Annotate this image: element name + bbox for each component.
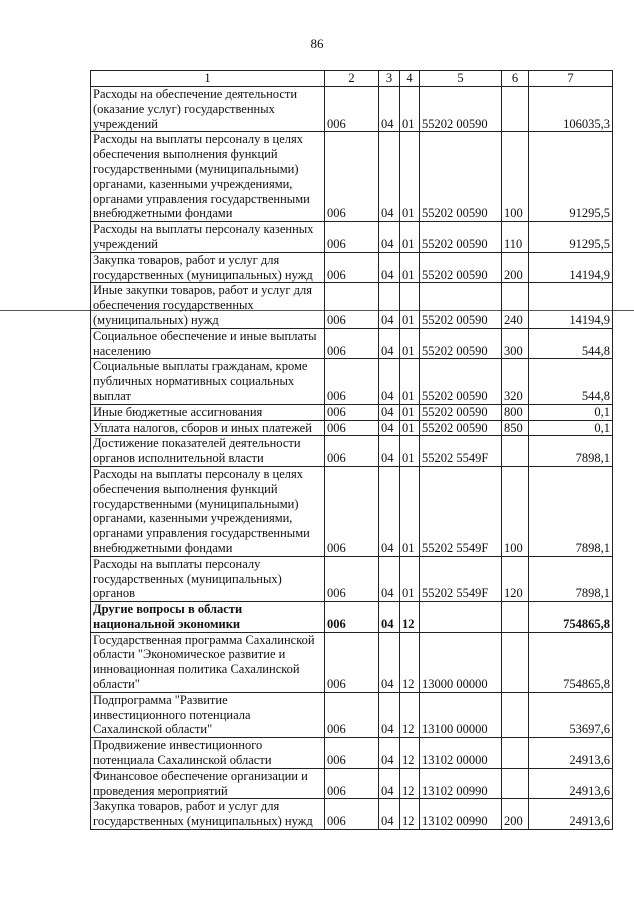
table-row (91, 132, 613, 222)
row-target-code: 55202 5549F (420, 556, 502, 601)
row-ved-code: 006 (325, 404, 379, 420)
row-subsection-code: 12 (400, 692, 420, 737)
row-amount: 7898,1 (529, 466, 613, 556)
row-subsection-code: 12 (400, 602, 420, 633)
row-subsection-code: 01 (400, 404, 420, 420)
row-section-code: 04 (379, 602, 400, 633)
row-target-code: 55202 00590 (420, 420, 502, 436)
header-col-2: 2 (325, 71, 379, 87)
header-col-6: 6 (502, 71, 529, 87)
row-target-code: 13000 00000 (420, 632, 502, 692)
table-row (91, 602, 613, 633)
row-ved-code: 006 (325, 436, 379, 467)
row-section-code: 04 (379, 632, 400, 692)
row-section-code: 04 (379, 328, 400, 359)
table-row (91, 283, 613, 328)
row-amount: 7898,1 (529, 556, 613, 601)
row-subsection-code: 01 (400, 420, 420, 436)
row-name: Социальное обеспечение и иные выплаты населению (91, 328, 325, 359)
row-section-code: 04 (379, 768, 400, 799)
row-expense-type-code: 320 (502, 359, 529, 404)
row-section-code: 04 (379, 283, 400, 328)
table-row (91, 420, 613, 436)
header-row (91, 71, 613, 87)
row-ved-code: 006 (325, 556, 379, 601)
row-amount: 24913,6 (529, 799, 613, 830)
header-col-5: 5 (420, 71, 502, 87)
row-name: Продвижение инвестиционного потенциала Сахалинской области (91, 738, 325, 769)
row-subsection-code: 12 (400, 768, 420, 799)
row-amount: 0,1 (529, 420, 613, 436)
row-expense-type-code: 120 (502, 556, 529, 601)
row-expense-type-code: 200 (502, 252, 529, 283)
row-subsection-code: 01 (400, 436, 420, 467)
row-name: Расходы на обеспечение деятельности (оказание услуг) государственных учреждений (91, 87, 325, 132)
row-name: Государственная программа Сахалинской области "Экономическое развитие и инновационная политика Сахалинской области" (91, 632, 325, 692)
row-target-code: 13102 00990 (420, 799, 502, 830)
table-row (91, 738, 613, 769)
row-ved-code: 006 (325, 602, 379, 633)
table-row (91, 87, 613, 132)
table-row (91, 436, 613, 467)
row-ved-code: 006 (325, 420, 379, 436)
row-expense-type-code (502, 436, 529, 467)
row-amount: 53697,6 (529, 692, 613, 737)
row-section-code: 04 (379, 132, 400, 222)
row-section-code: 04 (379, 738, 400, 769)
row-subsection-code: 01 (400, 222, 420, 253)
row-expense-type-code: 300 (502, 328, 529, 359)
row-expense-type-code (502, 738, 529, 769)
row-target-code: 55202 00590 (420, 222, 502, 253)
row-section-code: 04 (379, 420, 400, 436)
row-ved-code: 006 (325, 222, 379, 253)
row-ved-code: 006 (325, 632, 379, 692)
row-expense-type-code: 800 (502, 404, 529, 420)
row-ved-code: 006 (325, 768, 379, 799)
row-amount: 24913,6 (529, 738, 613, 769)
row-subsection-code: 12 (400, 632, 420, 692)
row-section-code: 04 (379, 692, 400, 737)
row-target-code: 55202 00590 (420, 132, 502, 222)
row-name: Расходы на выплаты персоналу в целях обеспечения выполнения функций государственными (муниципальными) органами, казенными учреждениями, органами управления государственными внебюджетными фондами (91, 132, 325, 222)
row-amount: 91295,5 (529, 132, 613, 222)
row-target-code: 55202 5549F (420, 436, 502, 467)
row-name: Финансовое обеспечение организации и проведения мероприятий (91, 768, 325, 799)
page-number: 86 (310, 36, 324, 51)
row-ved-code: 006 (325, 252, 379, 283)
row-target-code: 55202 00590 (420, 283, 502, 328)
table-row (91, 556, 613, 601)
table-row (91, 692, 613, 737)
row-ved-code: 006 (325, 692, 379, 737)
row-target-code: 55202 5549F (420, 466, 502, 556)
row-subsection-code: 01 (400, 328, 420, 359)
row-expense-type-code: 850 (502, 420, 529, 436)
row-name: Уплата налогов, сборов и иных платежей (91, 420, 325, 436)
row-ved-code: 006 (325, 738, 379, 769)
row-amount: 0,1 (529, 404, 613, 420)
row-section-code: 04 (379, 436, 400, 467)
row-amount: 754865,8 (529, 632, 613, 692)
row-target-code: 55202 00590 (420, 404, 502, 420)
row-section-code: 04 (379, 359, 400, 404)
row-section-code: 04 (379, 799, 400, 830)
row-subsection-code: 01 (400, 252, 420, 283)
header-col-1: 1 (91, 71, 325, 87)
row-expense-type-code (502, 602, 529, 633)
row-section-code: 04 (379, 466, 400, 556)
row-section-code: 04 (379, 404, 400, 420)
row-amount: 7898,1 (529, 436, 613, 467)
table-row (91, 632, 613, 692)
row-name: Другие вопросы в области национальной экономики (91, 602, 325, 633)
row-section-code: 04 (379, 222, 400, 253)
row-amount: 91295,5 (529, 222, 613, 253)
table-body (91, 87, 613, 830)
budget-table (90, 70, 613, 830)
row-ved-code: 006 (325, 87, 379, 132)
row-name: Иные бюджетные ассигнования (91, 404, 325, 420)
row-amount: 14194,9 (529, 283, 613, 328)
row-amount: 24913,6 (529, 768, 613, 799)
row-expense-type-code: 200 (502, 799, 529, 830)
row-expense-type-code (502, 87, 529, 132)
row-expense-type-code (502, 692, 529, 737)
table-row (91, 252, 613, 283)
row-amount: 544,8 (529, 328, 613, 359)
row-expense-type-code (502, 632, 529, 692)
row-ved-code: 006 (325, 328, 379, 359)
row-subsection-code: 01 (400, 283, 420, 328)
row-subsection-code: 01 (400, 87, 420, 132)
row-target-code: 55202 00590 (420, 252, 502, 283)
row-subsection-code: 01 (400, 132, 420, 222)
row-target-code: 55202 00590 (420, 87, 502, 132)
row-target-code (420, 602, 502, 633)
row-name: Подпрограмма "Развитие инвестиционного потенциала Сахалинской области" (91, 692, 325, 737)
table-row (91, 404, 613, 420)
row-subsection-code: 12 (400, 799, 420, 830)
row-expense-type-code: 110 (502, 222, 529, 253)
table-row (91, 768, 613, 799)
row-ved-code: 006 (325, 799, 379, 830)
row-expense-type-code: 100 (502, 466, 529, 556)
row-expense-type-code (502, 768, 529, 799)
row-name: Расходы на выплаты персоналу в целях обеспечения выполнения функций государственными (муниципальными) органами, казенными учреждениями, органами управления государственными внебюджетными фондами (91, 466, 325, 556)
row-expense-type-code: 240 (502, 283, 529, 328)
row-section-code: 04 (379, 252, 400, 283)
row-name: Достижение показателей деятельности органов исполнительной власти (91, 436, 325, 467)
header-col-4: 4 (400, 71, 420, 87)
row-subsection-code: 01 (400, 359, 420, 404)
row-name: Иные закупки товаров, работ и услуг для обеспечения государственных (муниципальных) нужд (91, 283, 325, 328)
row-expense-type-code: 100 (502, 132, 529, 222)
row-section-code: 04 (379, 556, 400, 601)
row-target-code: 55202 00590 (420, 359, 502, 404)
row-ved-code: 006 (325, 359, 379, 404)
row-ved-code: 006 (325, 132, 379, 222)
row-name: Расходы на выплаты персоналу казенных учреждений (91, 222, 325, 253)
row-subsection-code: 12 (400, 738, 420, 769)
header-col-7: 7 (529, 71, 613, 87)
row-ved-code: 006 (325, 283, 379, 328)
row-section-code: 04 (379, 87, 400, 132)
row-name: Закупка товаров, работ и услуг для государственных (муниципальных) нужд (91, 252, 325, 283)
row-amount: 544,8 (529, 359, 613, 404)
table-row (91, 466, 613, 556)
row-target-code: 13102 00990 (420, 768, 502, 799)
table-row (91, 359, 613, 404)
row-amount: 106035,3 (529, 87, 613, 132)
row-target-code: 55202 00590 (420, 328, 502, 359)
row-target-code: 13102 00000 (420, 738, 502, 769)
row-name: Закупка товаров, работ и услуг для государственных (муниципальных) нужд (91, 799, 325, 830)
row-name: Социальные выплаты гражданам, кроме публичных нормативных социальных выплат (91, 359, 325, 404)
row-amount: 754865,8 (529, 602, 613, 633)
table-row (91, 328, 613, 359)
row-subsection-code: 01 (400, 556, 420, 601)
row-ved-code: 006 (325, 466, 379, 556)
row-subsection-code: 01 (400, 466, 420, 556)
row-amount: 14194,9 (529, 252, 613, 283)
row-target-code: 13100 00000 (420, 692, 502, 737)
row-name: Расходы на выплаты персоналу государственных (муниципальных) органов (91, 556, 325, 601)
header-col-3: 3 (379, 71, 400, 87)
table-row (91, 222, 613, 253)
table-row (91, 799, 613, 830)
